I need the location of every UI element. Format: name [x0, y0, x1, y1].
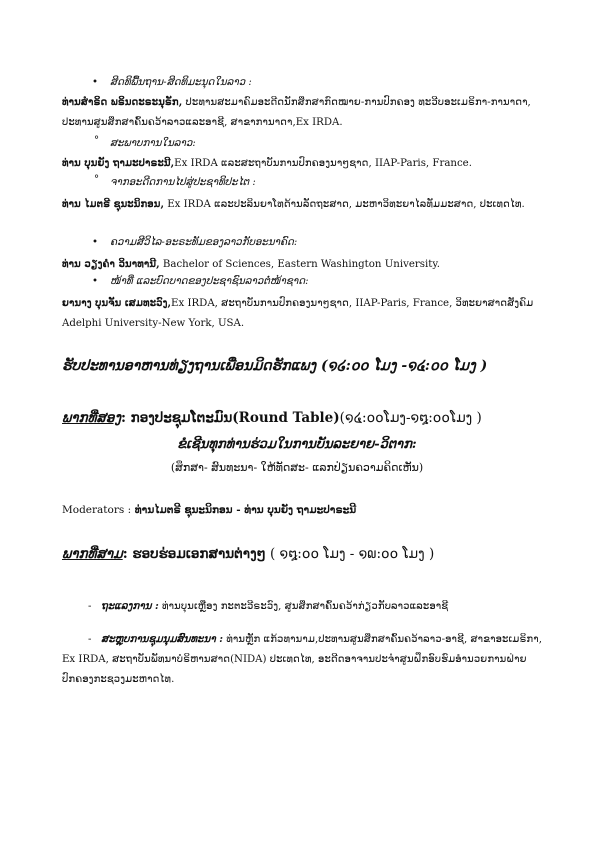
speaker-paragraph-2	[62, 153, 540, 174]
speaker-name: ທ່ານສໍາຣິດ ພຣິນດະຣະນຸຣັກ,	[62, 96, 183, 108]
bullet-title: ໜ້າທີ່ ແລະບົດບາດຂອງປະຊາຊົນລາວຕໍ່ໜ້າຊາດ:	[110, 276, 309, 287]
bullet-item-human-rights	[92, 75, 532, 91]
item-text: ທ່ານຫຼັກ ແກ້ວທານາມ,ປະທານສູນສຶກສາຄົ້ນຄວ້າລາວ-ອາຊີ, ສາຂາອະເມຣິກາ, Ex IRDA, ສະຖາບັນພັທນາບໍຣິຫານສາດ(NIDA) ປະເທດໄທ, ອະດີດອາຈານປະຈໍາສູນຝຶກອົບຮົມອໍານວຍການຝ່າຍປົກຄອງກະຊວງມະຫາດໄທ.	[62, 634, 542, 685]
sub-item-democracy	[92, 175, 532, 191]
part3-time: ( ໑໘:໐໐ ໂມງ - ໑໙:໐໐ ໂມງ )	[270, 546, 435, 562]
speaker-name: ທ່ານ ບຸນຍັງ ຖາມະປາຣະນີ,	[62, 157, 175, 169]
bullet-item-civilization	[92, 235, 532, 251]
speaker-paragraph-4	[62, 254, 540, 275]
part3-heading	[62, 546, 552, 562]
bullet-icon: •	[92, 77, 99, 88]
bullet-title: ຄວາມສີວິໄລ-ອະຣະທັມຂອງລາວກັບອະນາຄົດ:	[110, 237, 298, 248]
part2-label: ພາກທີ່ສອງ	[62, 410, 121, 426]
speaker-paragraph-5	[62, 293, 540, 334]
part2-title: : ກອງປະຊຸມໂຕະມົນ(Round Table)	[121, 410, 340, 426]
item-label: ສະຫຼຸບການຊຸມນຸມສົນທະນາ :	[101, 633, 223, 645]
speaker-name: ຍານາງ ບຸນຈັນ ເສມທະວົງ,	[62, 297, 172, 309]
item-text: ທ່ານບຸນເຫຼືອງ ກະຕະວີຣະວົງ, ສູນສຶກສາຄົ້ນຄວ້າກ່ຽວກັບລາວແລະອາຊີ	[158, 601, 449, 612]
speaker-desc: Ex IRDA, ສະຖາບັນການປົກຄອງນາໆຊາດ, IIAP-Paris, France, ວິທະຍາສາດສັງຄົມ Adelphi University-New York, USA.	[62, 298, 534, 329]
speaker-desc: Ex IRDA ແລະສະຖາບັນການປົກຄອງນາໆຊາດ, IIAP-Paris, France.	[174, 158, 472, 169]
bullet-title: ສິດທິພື້ນຖານ-ສິດທິມະນຸດໃນລາວ :	[110, 77, 252, 88]
bullet-item-duties	[92, 274, 532, 290]
bullet-icon: •	[92, 237, 99, 248]
moderators-line	[62, 504, 542, 516]
speaker-desc: ປະທານສະມາຄົມອະດີດນັກສຶກສາກົດໝາຍ-ການປົກຄອງ ທະວີບອະເມຣິກາ-ການາດາ, ປະທານສູນສຶກສາຄົ້ນຄວ້າລາວແລະອາຊີ, ສາຂາການາດາ,Ex IRDA.	[62, 97, 531, 128]
part3-label: ພາກທີ່ສາມ	[62, 546, 123, 562]
sub-item-situation	[92, 136, 532, 152]
bullet-icon: •	[92, 276, 99, 287]
dash-icon: -	[88, 634, 102, 645]
speaker-paragraph-1	[62, 92, 540, 133]
speaker-desc: Ex IRDA ແລະປະລິນຍາໂທດ້ານລັດຖະສາດ, ມະຫາວິທະຍາໄລທັມມະສາດ, ປະເທດໄທ.	[164, 199, 525, 210]
part2-time: (໑໔:໐໐ໂມງ-໑໘:໐໐ໂມງ )	[339, 410, 482, 426]
statement-item	[88, 596, 548, 617]
degree-icon: °	[94, 135, 100, 146]
sub-title: ຈາກອະດີດການໄປສູ່ປະຊາທິປະໄຕ :	[110, 177, 256, 188]
sub-title: ສະພາບການໃນລາວ:	[110, 138, 196, 149]
summary-item	[62, 629, 542, 690]
invite-heading: ຂໍເຊີນທຸກທ່ານຮ່ວມໃນການບັນລະຍາຍ-ວິຕາກ:	[177, 437, 417, 452]
speaker-name: ທ່ານ ວຽງຄໍາ ວິນາທານີ,	[62, 258, 160, 270]
degree-icon: °	[94, 174, 100, 185]
part2-heading	[62, 410, 552, 426]
moderators-label: Moderators :	[62, 504, 132, 516]
lunch-heading: ຮັບປະທານອາຫານທ່ຽງຖານເພື່ອນມິດຮັກແພງ (໑໒:໐໐ ໂມງ -໑໔:໐໐ ໂມງ )	[62, 358, 488, 374]
speaker-paragraph-3	[62, 194, 540, 215]
speaker-name: ທ່ານ ໄມຕຣີ ຊຸນະນິກອນ,	[62, 198, 164, 210]
speaker-desc: Bachelor of Sciences, Eastern Washington University.	[159, 259, 440, 270]
moderators-names: ທ່ານໄມຕຣີ ຊຸນະນິກອນ - ທ່ານ ບຸນຍັງ ຖາມະປາຣະນີ	[131, 504, 357, 516]
dash-icon: -	[88, 601, 102, 612]
part3-title: : ຮອບຮ່ອມເອກສານຕ່າງໆ	[122, 546, 266, 562]
discussion-topics: (ສຶກສາ- ສົນທະນາ- ໃຫ້ທັດສະ- ແລກປ່ຽນຄວາມຄິດເຫັນ)	[170, 461, 424, 474]
item-label: ຖະແລງການ :	[101, 600, 159, 612]
